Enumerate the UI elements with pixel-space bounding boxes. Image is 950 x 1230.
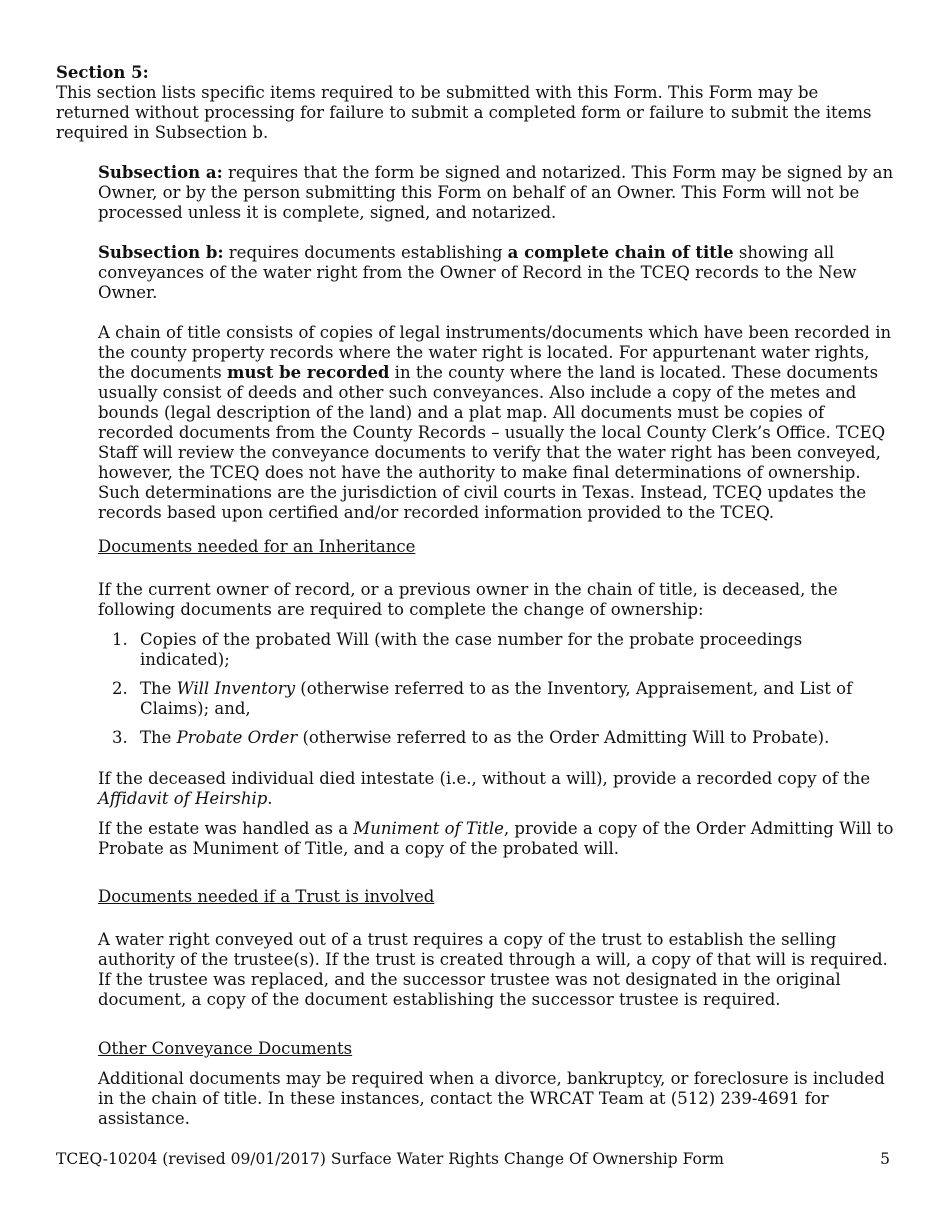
- chain-text-1: A chain of title consists of copies of legal instruments/documents which have been recorded in the county property records where the water right is located. For appurtenant water rights, the documents: [98, 323, 892, 382]
- list-number: 3.: [112, 728, 128, 747]
- document-page: [56, 63, 896, 1129]
- chain-of-title-paragraph: [98, 323, 896, 523]
- inheritance-heading: Documents needed for an Inheritance: [98, 537, 416, 556]
- list-item-text: (otherwise referred to as the Order Admitting Will to Probate).: [297, 728, 830, 747]
- list-item: [98, 728, 896, 748]
- subsection-b-text-1: requires documents establishing: [223, 243, 508, 262]
- section-intro: This section lists specific items required to be submitted with this Form. This Form may be returned without processing for failure to submit a completed form or failure to submit the items required in Subsection b.: [56, 83, 872, 142]
- section-title: Section 5:: [56, 63, 149, 82]
- subsection-a-label: Subsection a:: [98, 163, 223, 182]
- list-item-text: The: [140, 728, 177, 747]
- other-conveyance-heading: Other Conveyance Documents: [98, 1039, 353, 1058]
- intestate-paragraph: [98, 769, 896, 809]
- affidavit-of-heirship-term: Affidavit of Heirship: [98, 789, 268, 808]
- subsection-b-text-2: showing all conveyances of the water right from the Owner of Record in the TCEQ records to the New Owner.: [98, 243, 857, 302]
- list-item-text: The: [140, 679, 177, 698]
- subsection-a-paragraph: [98, 163, 896, 223]
- subsection-b-paragraph: [98, 243, 896, 303]
- page-number: 5: [880, 1150, 890, 1168]
- will-inventory-term: Will Inventory: [176, 679, 296, 698]
- list-number: 1.: [112, 630, 128, 649]
- page-footer: [56, 1149, 890, 1169]
- subsection-a-text: requires that the form be signed and notarized. This Form may be signed by an Owner, or by the person submitting this Form on behalf of an Owner. This Form will not be processed unless it is complete, signed, and notarized.: [98, 163, 894, 222]
- list-item: [98, 630, 896, 670]
- intestate-text: If the deceased individual died intestate (i.e., without a will), provide a recorded copy of the: [98, 769, 871, 788]
- chain-text-2: in the county where the land is located. These documents usually consist of deeds and other such conveyances. Also include a copy of the metes and bounds (legal description of the land) and a plat map. All documents must be copies of recorded documents from the County Records – usually the local County Clerk’s Office. TCEQ Staff will review the conveyance documents to verify that the water right has been conveyed, however, the TCEQ does not have the authority to make final determinations of ownership. Such determinations are the jurisdiction of civil courts in Texas. Instead, TCEQ updates the records based upon certified and/or recorded information provided to the TCEQ.: [98, 363, 886, 522]
- list-number: 2.: [112, 679, 128, 698]
- list-item-text: Copies of the probated Will (with the case number for the probate proceedings indicated);: [140, 630, 803, 669]
- inheritance-documents-list: [98, 630, 896, 748]
- trust-heading: Documents needed if a Trust is involved: [98, 887, 435, 906]
- muniment-paragraph: [98, 819, 896, 859]
- list-item: [98, 679, 896, 719]
- list-item-text: (otherwise referred to as the Inventory, Appraisement, and List of Claims); and,: [140, 679, 853, 718]
- trust-paragraph: A water right conveyed out of a trust requires a copy of the trust to establish the selling authority of the trustee(s). If the trust is created through a will, a copy of that will is required. If the trustee was replaced, and the successor trustee was not designated in the original document, a copy of the document establishing the successor trustee is required.: [98, 930, 888, 1009]
- footer-form-id: TCEQ-10204 (revised 09/01/2017) Surface Water Rights Change Of Ownership Form: [56, 1150, 724, 1168]
- muniment-of-title-term: Muniment of Title: [353, 819, 504, 838]
- chain-of-title-emphasis: a complete chain of title: [507, 243, 734, 262]
- muniment-text: If the estate was handled as a: [98, 819, 354, 838]
- muniment-text-end: , provide a copy of the Order Admitting Will to Probate as Muniment of Title, and a copy of the probated will.: [98, 819, 894, 858]
- probate-order-term: Probate Order: [176, 728, 298, 747]
- subsection-b-label: Subsection b:: [98, 243, 224, 262]
- must-be-recorded-emphasis: must be recorded: [227, 363, 390, 382]
- inheritance-intro: If the current owner of record, or a previous owner in the chain of title, is deceased, the following documents are required to complete the change of ownership:: [98, 580, 838, 619]
- other-conveyance-paragraph: Additional documents may be required when a divorce, bankruptcy, or foreclosure is included in the chain of title. In these instances, contact the WRCAT Team at (512) 239-4691 for assistance.: [98, 1069, 885, 1128]
- intestate-text-end: .: [267, 789, 273, 808]
